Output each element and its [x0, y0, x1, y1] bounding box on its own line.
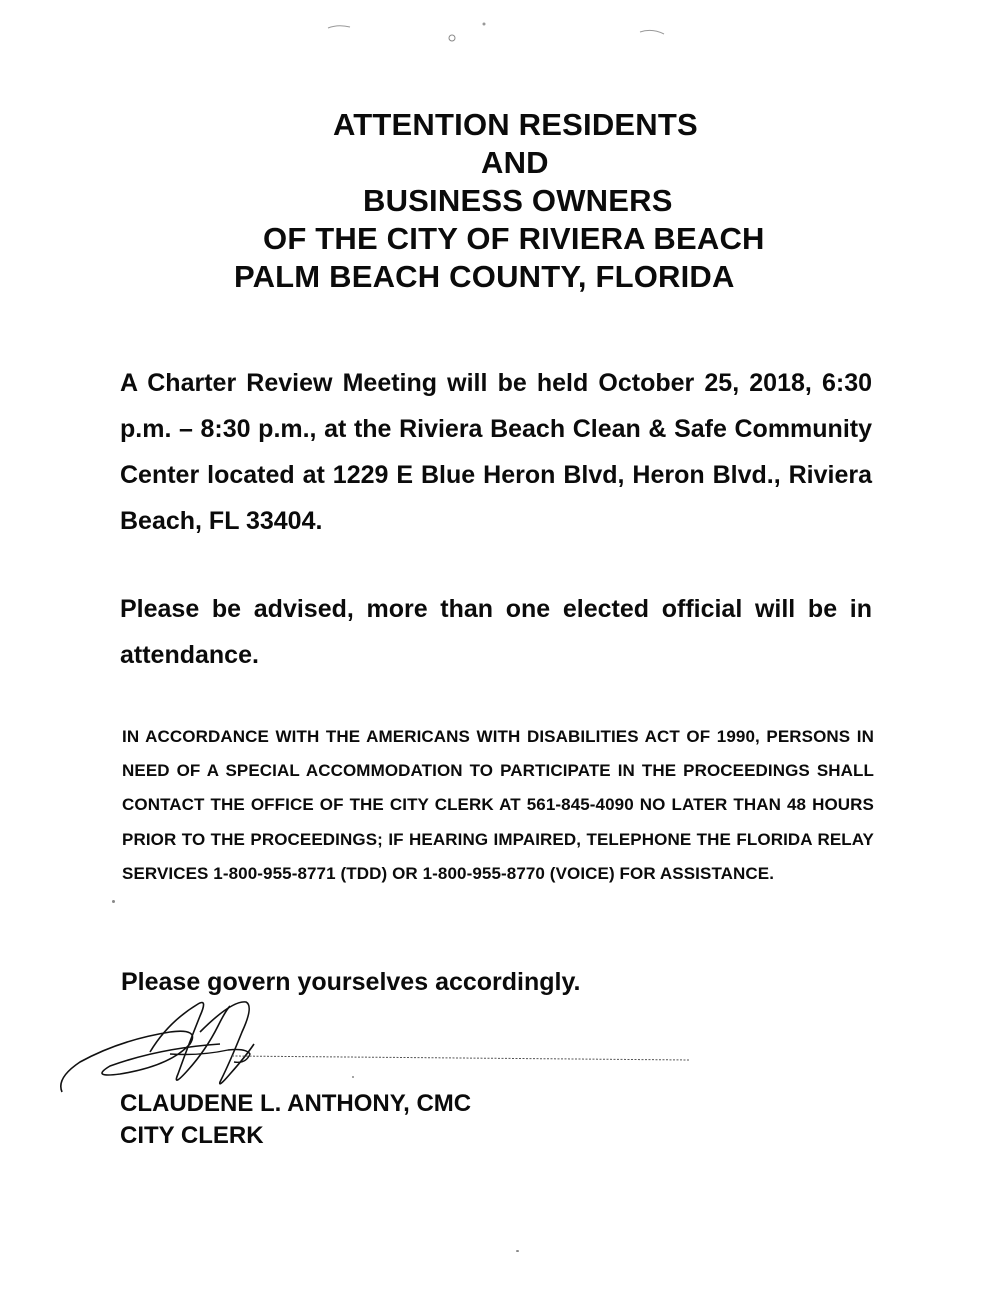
meeting-notice-paragraph: A Charter Review Meeting will be held October 25, 2018, 6:30 p.m. – 8:30 p.m., at the Riviera Beach Clean & Safe Community Center located at 1229 E Blue Heron Blvd, Heron Blvd., Riviera Beach, FL 33404.: [120, 369, 872, 535]
scan-speck: [112, 900, 115, 903]
ada-notice-paragraph: IN ACCORDANCE WITH THE AMERICANS WITH DISABILITIES ACT OF 1990, PERSONS IN NEED OF A SPECIAL ACCOMMODATION TO PARTICIPATE IN THE PROCEEDINGS SHALL CONTACT THE OFFICE OF THE CITY CLERK AT 561-845-4090 NO LATER THAN 48 HOURS PRIOR TO THE PROCEEDINGS; IF HEARING IMPAIRED, TELEPHONE THE FLORIDA RELAY SERVICES 1-800-955-8771 (TDD) OR 1-800-955-8770 (VOICE) FOR ASSISTANCE.: [122, 727, 874, 883]
signatory-title: CITY CLERK: [120, 1122, 264, 1149]
heading-line: ATTENTION RESIDENTS: [333, 107, 698, 142]
closing-line: Please govern yourselves accordingly.: [121, 968, 581, 996]
heading-line: OF THE CITY OF RIVIERA BEACH: [263, 221, 765, 256]
heading-line: AND: [481, 145, 549, 180]
scan-speck: [352, 1076, 354, 1078]
scan-marks: [0, 0, 1000, 60]
heading-line: PALM BEACH COUNTY, FLORIDA: [234, 259, 735, 294]
advisory-paragraph: Please be advised, more than one elected official will be in attendance.: [120, 595, 872, 669]
scan-speck: [516, 1250, 519, 1252]
signature-mark: [50, 992, 690, 1102]
heading-line: BUSINESS OWNERS: [363, 183, 673, 218]
signatory-name: CLAUDENE L. ANTHONY, CMC: [120, 1090, 472, 1117]
